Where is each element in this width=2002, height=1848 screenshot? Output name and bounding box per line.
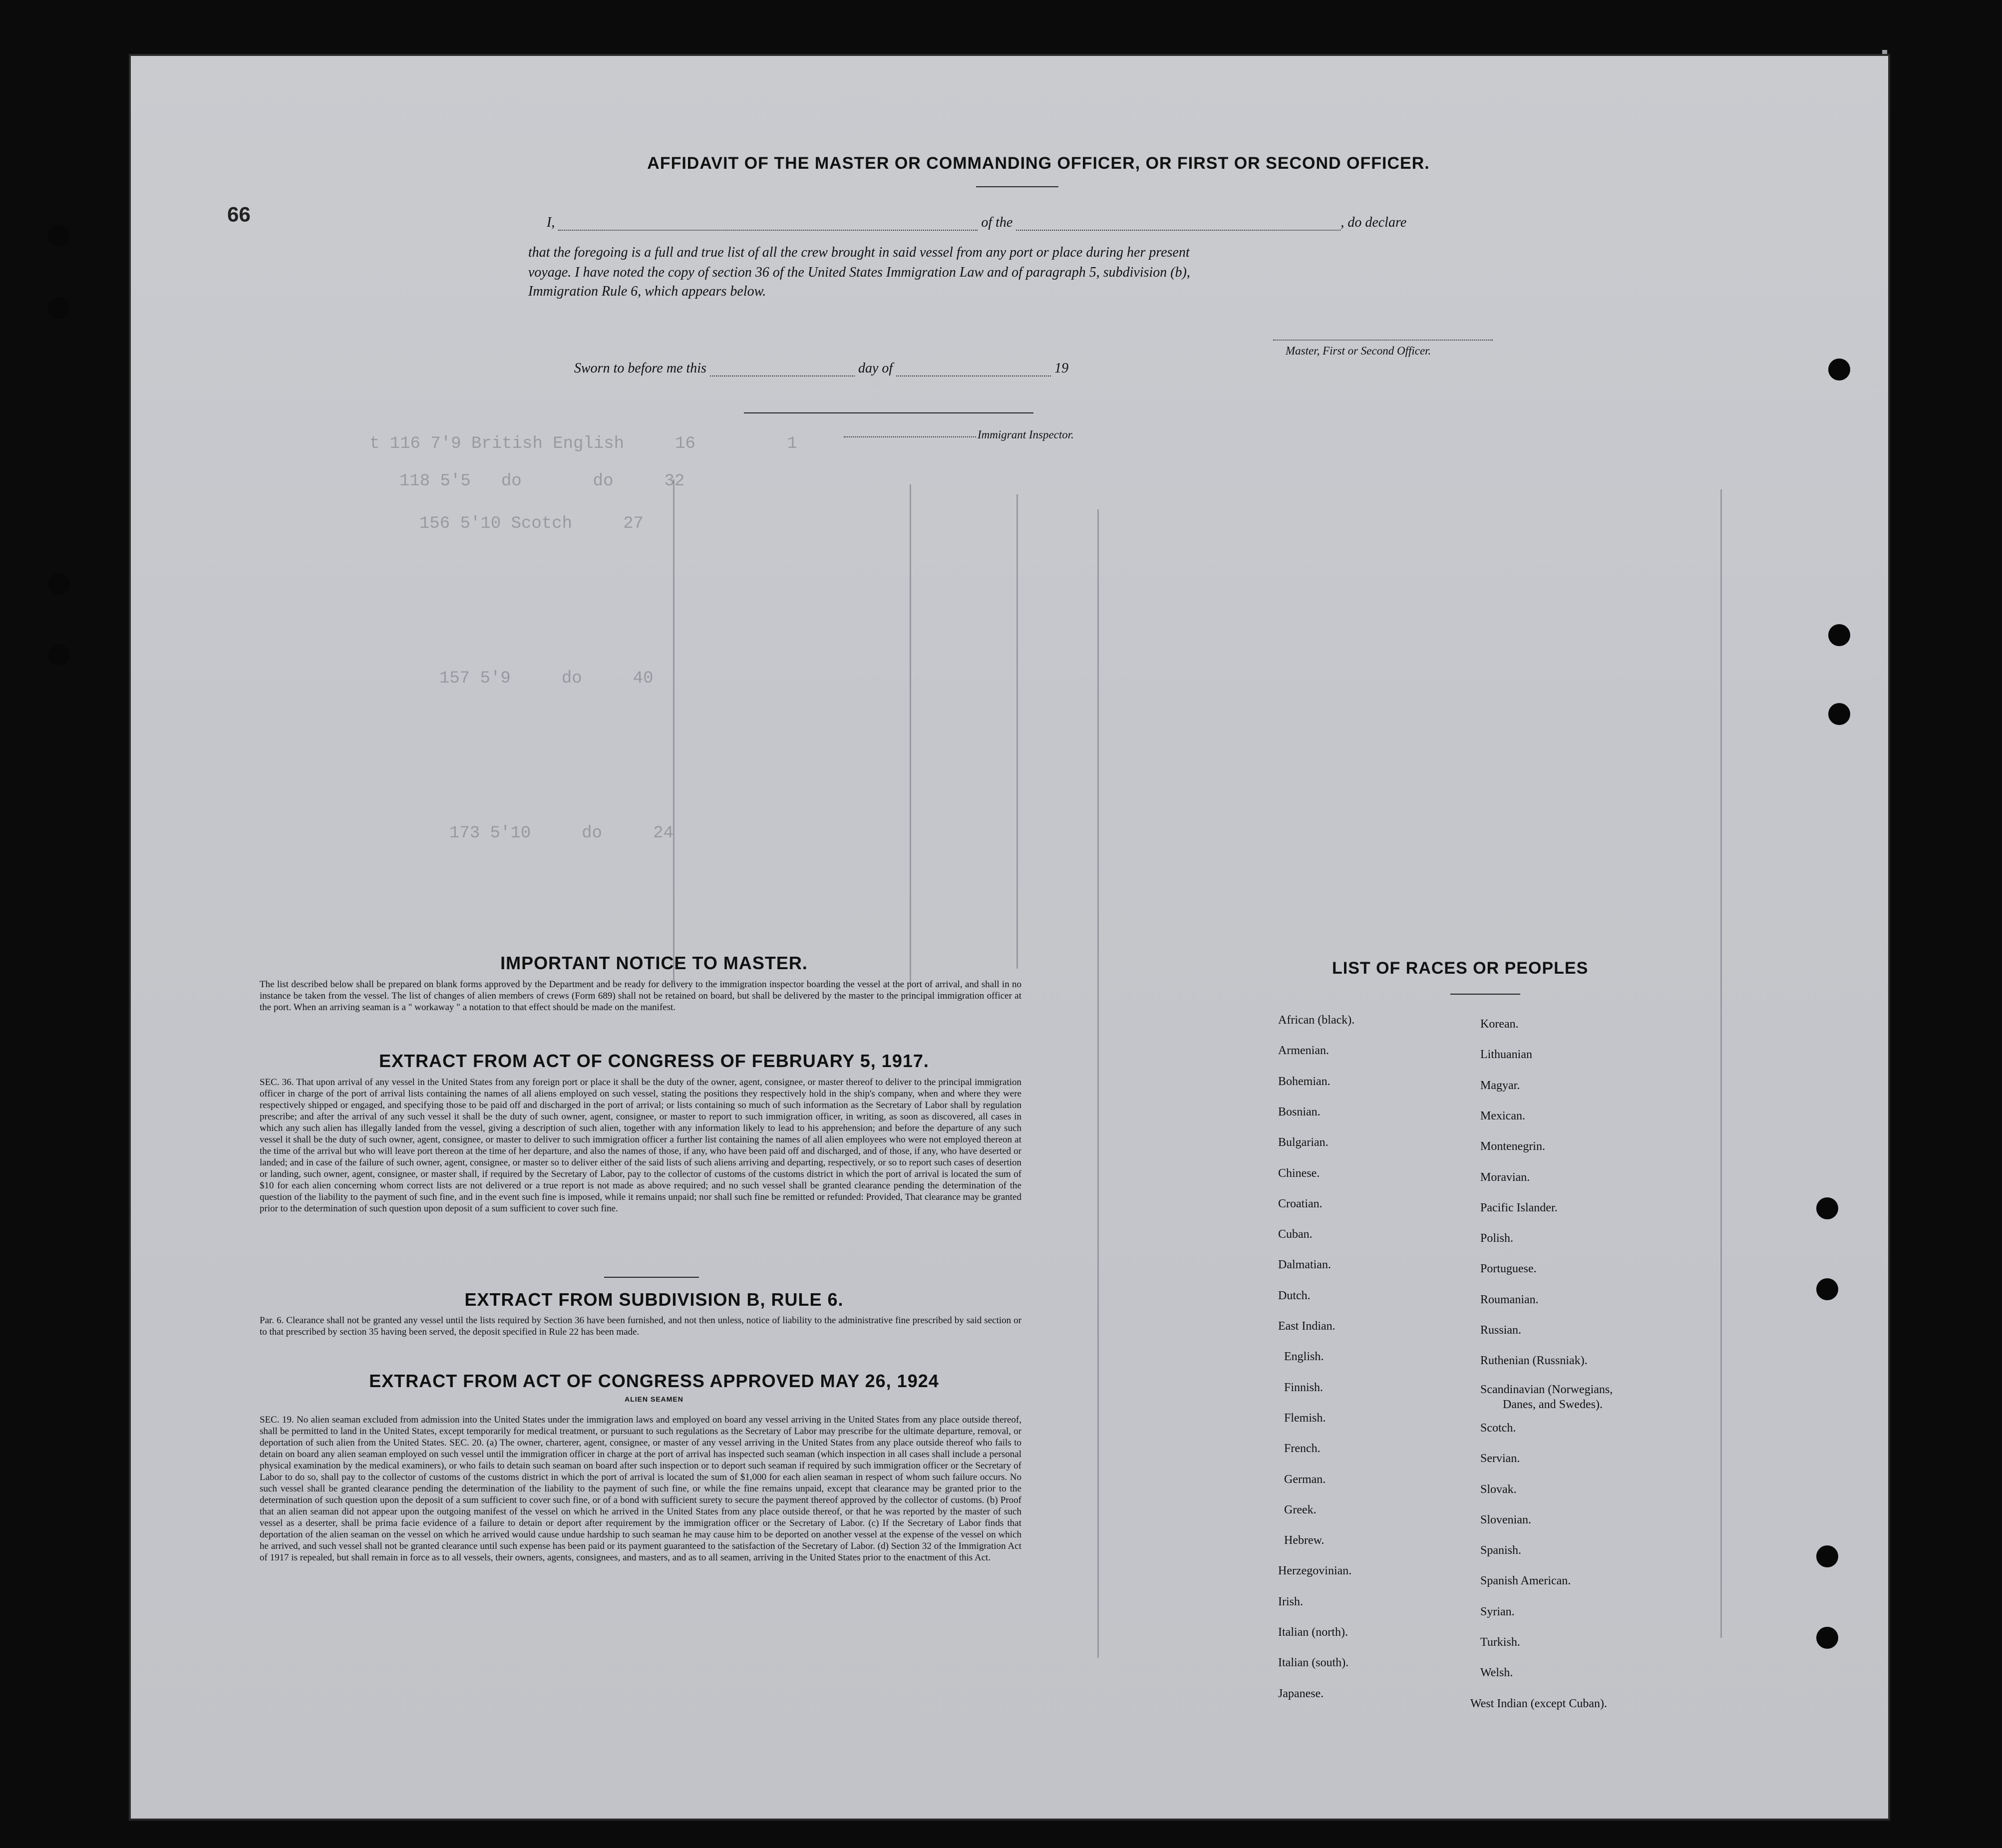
race-item: Welsh. — [1480, 1666, 1513, 1680]
race-item: French. — [1284, 1442, 1321, 1456]
race-item: Roumanian. — [1480, 1293, 1539, 1306]
race-item: Scandinavian (Norwegians, — [1480, 1383, 1613, 1396]
race-item: East Indian. — [1278, 1320, 1335, 1333]
name-blank — [558, 217, 978, 231]
subdivision-b-body: Par. 6. Clearance shall not be granted any vessel until the lists required by Section 36 have been furnished, and not then unless, notice of liability to the administrative fine prescribed by said section or to that prescribed by section 35 having been served, the deposit specified in Rule 22 has been made. — [260, 1315, 1021, 1337]
affidavit-i: I, — [547, 215, 555, 230]
race-item: Hebrew. — [1284, 1534, 1325, 1547]
sworn-year: 19 — [1054, 361, 1069, 376]
signature-line — [1273, 339, 1493, 341]
affidavit-of-the: of the — [981, 215, 1013, 230]
binder-hole — [48, 297, 70, 319]
race-item: Cuban. — [1278, 1228, 1313, 1241]
extract-1924-title: EXTRACT FROM ACT OF CONGRESS APPROVED MAY 26, 1924 — [369, 1371, 939, 1391]
affidavit-line-3: voyage. I have noted the copy of section 36 of the United States Immigration Law and of paragraph 5, subdivision (b), — [528, 265, 1190, 280]
bleed-through-text: 118 5'5 do do 32 — [399, 472, 685, 491]
month-blank — [896, 363, 1051, 376]
race-item: Scotch. — [1480, 1421, 1516, 1435]
race-item: Croatian. — [1278, 1197, 1323, 1210]
bleed-through-text: 157 5'9 do 40 — [439, 669, 654, 688]
binder-hole — [48, 644, 70, 666]
race-item: Slovak. — [1480, 1482, 1517, 1496]
binder-hole — [1828, 703, 1850, 725]
race-item: Spanish American. — [1480, 1574, 1571, 1588]
race-item: Russian. — [1480, 1324, 1522, 1337]
margin-number: 99 — [227, 203, 251, 226]
binder-hole — [1816, 1545, 1838, 1567]
bleed-through-line — [673, 479, 674, 984]
races-title: LIST OF RACES OR PEOPLES — [1332, 959, 1589, 978]
title-underline — [976, 186, 1058, 187]
affidavit-line-2: that the foregoing is a full and true list of all the crew brought in said vessel from any port or place during her present — [528, 245, 1190, 260]
binder-hole — [1828, 624, 1850, 646]
race-item: Bohemian. — [1278, 1075, 1331, 1088]
race-item: Italian (south). — [1278, 1656, 1349, 1670]
race-item: Magyar. — [1480, 1079, 1520, 1092]
extract-1924-subtitle: ALIEN SEAMEN — [625, 1395, 683, 1403]
bleed-through-line — [1016, 494, 1018, 969]
sworn-day-of: day of — [858, 361, 893, 376]
race-item: Portuguese. — [1480, 1262, 1537, 1276]
race-item: Polish. — [1480, 1232, 1514, 1245]
affidavit-line-1 — [547, 215, 1555, 231]
race-item: Herzegovinian. — [1278, 1564, 1352, 1578]
inspector-caption: Immigrant Inspector. — [978, 428, 1074, 441]
binder-hole — [48, 225, 70, 247]
race-item: Italian (north). — [1278, 1626, 1348, 1639]
extract-1924-body: SEC. 19. No alien seaman excluded from admission into the United States under the immigration laws and employed on board any vessel arriving in the United States from any place outside thereof, shall be permitted to land in the United States, except temporarily for medical treatment, or pursuant to such regulations as the Secretary of Labor may prescribe for the ultimate departure, removal, or deportation of such alien from the United States. SEC. 20. (a) The owner, charterer, agent, consignee, or master of any vessel arriving in the United States from any place outside thereof who fails to detain on board any alien seaman employed on such vessel until the immigration officer in charge at the port of arrival has inspected such seaman (which inspection in all cases shall include a personal physical examination by the medical examiners), or who fails to detain such seaman on board after such inspection or to deport such seaman if required by such immigration officer or the Secretary of Labor to do so, shall pay to the collector of customs of the customs district in which the port of arrival is located the sum of $1,000 for each alien seaman in respect of whom such failure occurs. No such vessel shall be granted clearance pending the determination of the liability to the payment of such fine, or while the fine remains unpaid, except that clearance may be granted prior to the determination of such question upon the deposit of a sum sufficient to cover such fine, or of a bond with sufficient surety to secure the payment thereof approved by the collector of customs. (b) Proof that an alien seaman did not appear upon the outgoing manifest of the vessel on which he arrived in the United States from any place outside thereof, or that he was reported by the master of such vessel as a deserter, shall be prima facie evidence of a failure to detain or deport after requirement by the immigration officer or the Secretary of Labor. (c) If the Secretary of Labor finds that deportation of the alien seaman on the vessel on which he arrived would cause undue hardship to such seaman he may cause him to be deported on another vessel at the expense of the vessel on which he arrived, and such vessel shall not be granted clearance until such expense has been paid or its payment guaranteed to the satisfaction of the Secretary of Labor. (d) Section 32 of the Immigration Act of 1917 is repealed, but shall remain in force as to all vessels, their owners, agents, consignees, and masters, and as to all seamen, arriving in the United States prior to the enactment of this Act. — [260, 1415, 1021, 1563]
race-item: Japanese. — [1278, 1687, 1324, 1700]
binder-hole — [1816, 1278, 1838, 1300]
binder-hole — [1816, 1627, 1838, 1649]
race-item: Pacific Islander. — [1480, 1201, 1558, 1214]
race-item: Mexican. — [1480, 1109, 1525, 1122]
bleed-through-line — [1720, 489, 1722, 1638]
race-item: Ruthenian (Russniak). — [1480, 1354, 1588, 1368]
race-item: Finnish. — [1284, 1381, 1324, 1394]
binder-hole — [1816, 1197, 1838, 1219]
race-item: Dalmatian. — [1278, 1258, 1331, 1272]
race-item: Chinese. — [1278, 1166, 1320, 1180]
vessel-blank — [1016, 217, 1340, 231]
race-item: Moravian. — [1480, 1170, 1530, 1184]
extract-1917-body: SEC. 36. That upon arrival of any vessel in the United States from any foreign port or place it shall be the duty of the owner, agent, consignee, or master thereof to deliver to the principal immigration officer in charge of the port of arrival lists containing the names of all aliens employed on such vessel, stating the positions they respectively hold in the ship's company, when and where they were respectively shipped or engaged, and specifying those to be paid off and discharged in the port of arrival; or lists containing so much of such information as the Secretary of Labor shall by regulation prescribe; and after the arrival of any such vessel it shall be the duty of such owner, agent, consignee, or master to report to such immigration officer, in writing, as soon as discovered, all cases in which any such alien has illegally landed from the vessel, giving a description of such alien, together with any information likely to lead to his apprehension; and before the departure of any such vessel it shall be the duty of such owner, agent, consignee, or master to deliver to such immigration officer a further list containing the names of all alien employees who were not employed thereon at the time of the arrival but who will leave port thereon at the time of her departure, and also the names of those, if any, who have been paid off and discharged, and of those, if any, who have deserted or landed; and in case of the failure of such owner, agent, consignee, or master so to deliver either of the said lists of such aliens arriving and departing, respectively, or so to report such cases of desertion or landing, such owner, agent, consignee, or master shall, if required by the Secretary of Labor, pay to the collector of customs of the customs district in which the port of arrival is located the sum of $10 for each alien concerning whom correct lists are not delivered or a true report is not made as above required; and no such vessel shall be granted clearance pending the determination of the question of the liability to the payment of such fine, and in the event such fine is imposed, while it remains unpaid; nor shall such fine be remitted or refunded: Provided, That clearance may be granted prior to the determination of such question upon deposit of a sum sufficient to cover such fine. — [260, 1077, 1021, 1214]
race-item: Servian. — [1480, 1452, 1520, 1466]
binder-hole — [48, 573, 70, 595]
race-scandinavian-continued: Danes, and Swedes). — [1503, 1398, 1603, 1411]
race-item: Dutch. — [1278, 1289, 1311, 1302]
extract-1917-title: EXTRACT FROM ACT OF CONGRESS OF FEBRUARY 5, 1917. — [379, 1051, 929, 1071]
signature-caption: Master, First or Second Officer. — [1286, 345, 1431, 357]
race-item: Spanish. — [1480, 1544, 1522, 1557]
bleed-through-text: 156 5'10 Scotch 27 — [419, 514, 644, 533]
race-item: Armenian. — [1278, 1044, 1329, 1058]
race-item: African (black). — [1278, 1014, 1355, 1027]
sworn-prefix: Sworn to before me this — [574, 361, 706, 376]
race-item: Flemish. — [1284, 1411, 1326, 1425]
day-blank — [710, 363, 855, 376]
race-item: Irish. — [1278, 1595, 1303, 1608]
binder-hole — [1828, 359, 1850, 380]
subdivision-b-title: EXTRACT FROM SUBDIVISION B, RULE 6. — [464, 1289, 844, 1310]
bleed-through-text: t 116 7'9 British English 16 1 — [369, 434, 797, 453]
race-item: Lithuanian — [1480, 1048, 1532, 1062]
race-item: Montenegrin. — [1480, 1140, 1545, 1153]
affidavit-line-4: Immigration Rule 6, which appears below. — [528, 284, 766, 299]
race-item: German. — [1284, 1473, 1326, 1486]
race-item: West Indian (except Cuban). — [1470, 1697, 1607, 1710]
bleed-through-text: 173 5'10 do 24 — [449, 824, 673, 843]
notice-title: IMPORTANT NOTICE TO MASTER. — [500, 953, 808, 973]
section-divider — [604, 1277, 699, 1278]
affidavit-declare: , do declare — [1340, 215, 1407, 230]
races-underline — [1450, 994, 1520, 995]
race-item: Bosnian. — [1278, 1105, 1321, 1118]
bleed-through-line — [1097, 509, 1099, 1658]
inspector-line — [744, 412, 1033, 413]
race-item: English. — [1284, 1350, 1324, 1364]
race-item: Korean. — [1480, 1018, 1519, 1031]
race-item: Syrian. — [1480, 1605, 1515, 1618]
notice-body: The list described below shall be prepared on blank forms approved by the Department and be ready for delivery to the immigration inspector boarding the vessel at the port of arrival, and shall in no instance be taken from the vessel. The list of changes of alien members of crews (Form 689) shall not be retained on board, but shall be delivered by the master to the principal immigration officer at the port. When an arriving seaman is a " workaway " a notation to that effect should be made on the manifest. — [260, 979, 1021, 1013]
race-item: Slovenian. — [1480, 1513, 1531, 1526]
affidavit-title: AFFIDAVIT OF THE MASTER OR COMMANDING OFFICER, OR FIRST OR SECOND OFFICER. — [647, 154, 1430, 173]
bleed-through-line — [910, 484, 911, 984]
race-item: Greek. — [1284, 1503, 1317, 1516]
race-item: Turkish. — [1480, 1636, 1520, 1649]
race-item: Bulgarian. — [1278, 1136, 1329, 1149]
sworn-line — [574, 361, 1068, 376]
inspector-dotted-line — [844, 436, 976, 437]
